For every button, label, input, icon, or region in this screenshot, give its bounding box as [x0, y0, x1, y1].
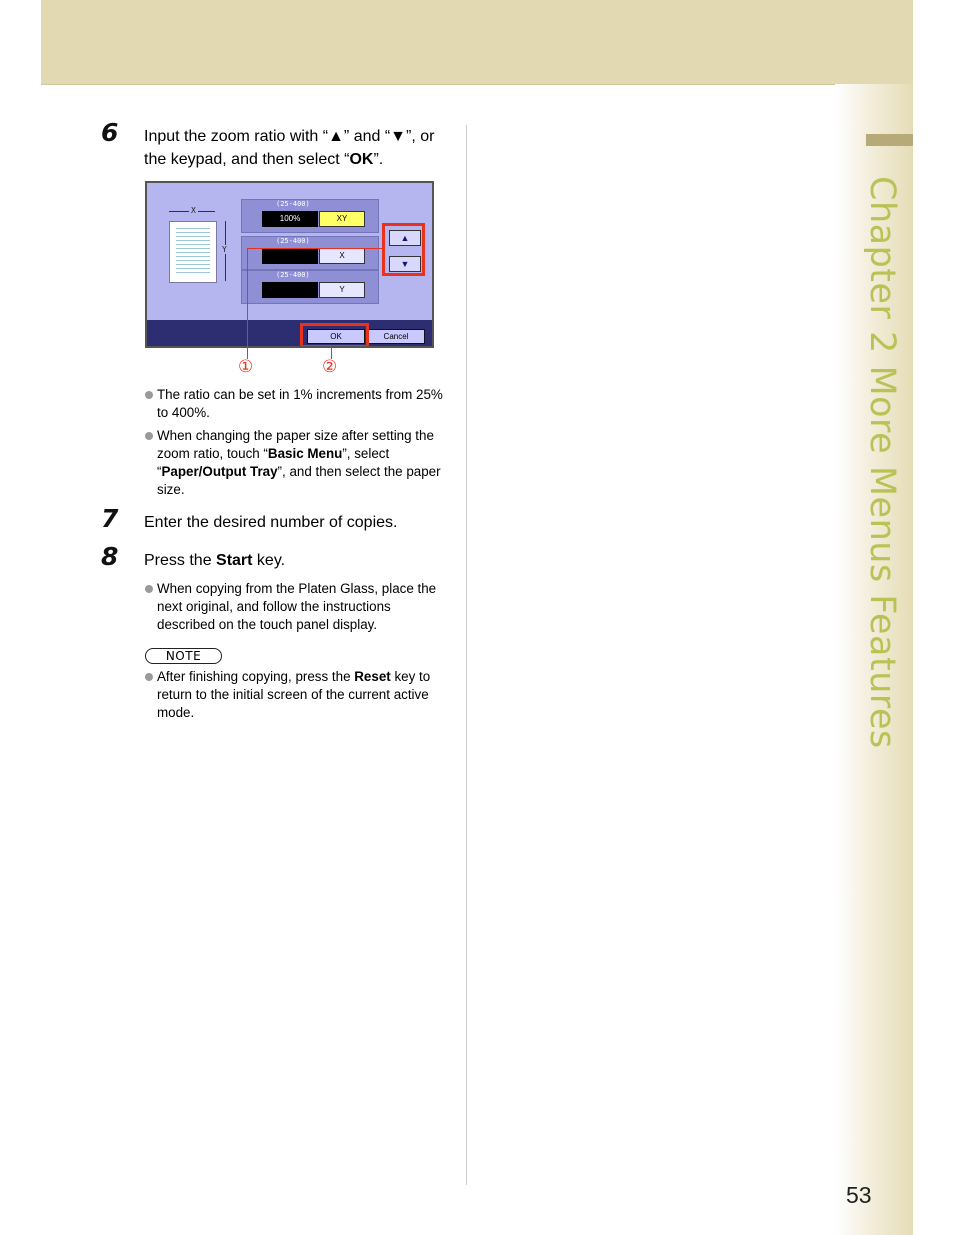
zoom-y-value [262, 282, 318, 298]
zoom-y-group [241, 270, 379, 304]
x-dimension-label: X [191, 206, 196, 215]
step-6-bullet-1: The ratio can be set in 1% increments from 25% to 400%. [145, 386, 445, 422]
ok-button[interactable]: OK [307, 329, 365, 344]
note-text: After finishing copying, press the Reset key to return to the initial screen of the current active mode. [145, 668, 445, 722]
callout-1-label: ① [238, 357, 254, 377]
page-number: 53 [846, 1182, 872, 1208]
chapter-title: Chapter 2 More Menus Features [862, 176, 902, 749]
chapter-tab-marker [866, 134, 913, 146]
step-8-bullet-1: When copying from the Platen Glass, place the next original, and follow the instructions described on the touch panel display. [145, 580, 445, 634]
step-8-text: Press the Start key. [144, 552, 286, 569]
callout-2-label: ② [322, 357, 338, 377]
step-number-7: 7 [101, 504, 119, 533]
header-band [41, 0, 913, 85]
step-number-8: 8 [101, 542, 119, 571]
zoom-xy-group [241, 199, 379, 233]
zoom-x-group [241, 236, 379, 270]
zoom-range-label: (25-400) [276, 271, 310, 279]
step-7-text: Enter the desired number of copies. [144, 514, 398, 531]
y-button[interactable]: Y [319, 282, 365, 298]
cancel-button[interactable]: Cancel [367, 329, 425, 344]
step-number-6: 6 [101, 118, 119, 147]
note-badge: NOTE [145, 648, 222, 664]
step-6-instruction: Input the zoom ratio with “▲” and “▼”, or the keypad, and then select “OK”. [144, 128, 435, 168]
x-button[interactable]: X [319, 248, 365, 264]
zoom-range-label: (25-400) [276, 200, 310, 208]
zoom-x-value [262, 248, 318, 264]
bullet-dot [145, 673, 153, 681]
bullet-dot [145, 585, 153, 593]
bullet-dot [145, 432, 153, 440]
y-dimension-label: Y [222, 245, 227, 254]
reset-key-label: Reset [354, 669, 391, 684]
zoom-screen-figure [145, 181, 434, 348]
step-6-bullet-2: When changing the paper size after setting the zoom ratio, touch “Basic Menu”, select “Paper/Output Tray”, and then select the paper size. [145, 427, 445, 499]
step-6-text [144, 125, 444, 171]
column-divider [466, 125, 467, 1185]
bullet-dot [145, 391, 153, 399]
arrow-buttons-highlight [382, 223, 425, 276]
start-key-label: Start [216, 552, 253, 569]
zoom-xy-value: 100% [262, 211, 318, 227]
callout-1-line-v [247, 248, 248, 359]
zoom-range-label: (25-400) [276, 237, 310, 245]
zoom-down-arrow-button[interactable]: ▼ [389, 256, 421, 272]
callout-1-line-h [247, 248, 382, 249]
ok-button-highlight [300, 323, 369, 348]
paper-preview-icon [169, 221, 217, 283]
xy-button[interactable]: XY [319, 211, 365, 227]
zoom-up-arrow-button[interactable]: ▲ [389, 230, 421, 246]
